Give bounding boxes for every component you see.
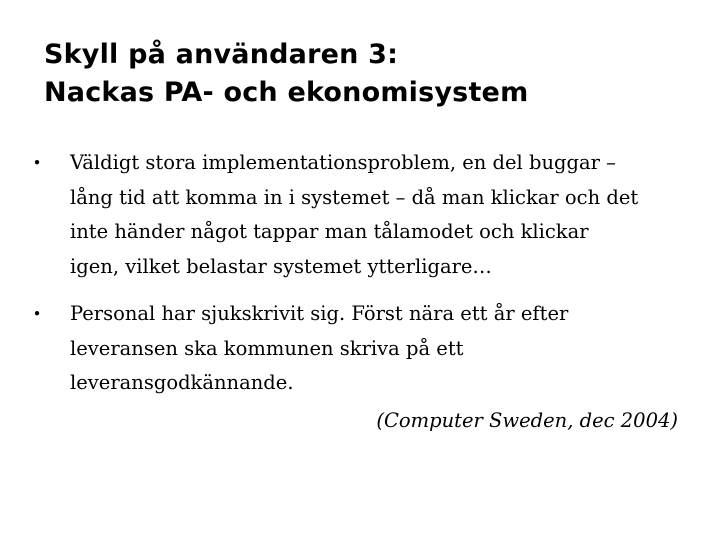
bullet-item-1 [30, 146, 690, 284]
bullet-1-line-4: igen, vilket belastar systemet ytterligare… [70, 254, 492, 278]
citation: (Computer Sweden, dec 2004) [376, 409, 678, 432]
bullet-1-line-2: lång tid att komma in i systemet – då man klickar och det [70, 185, 639, 209]
bullet-dot-icon: • [32, 305, 42, 323]
bullet-list [30, 146, 690, 414]
slide-title-line-2: Nackas PA- och ekonomisystem [44, 77, 529, 108]
bullet-1-line-1: Väldigt stora implementationsproblem, en del buggar – [70, 151, 616, 174]
bullet-2-line-2: leveransen ska kommunen skriva på ett [70, 336, 464, 360]
slide-title [44, 36, 684, 112]
slide-title-line-1: Skyll på användaren 3: [44, 39, 399, 70]
bullet-2-line-3: leveransgodkännande. [70, 371, 294, 394]
bullet-2-line-1: Personal har sjukskrivit sig. Först nära ett år efter [70, 302, 569, 325]
bullet-dot-icon: • [32, 154, 42, 172]
bullet-1-line-3: inte händer något tappar man tålamodet och klickar [70, 220, 589, 243]
bullet-item-2 [30, 297, 690, 401]
